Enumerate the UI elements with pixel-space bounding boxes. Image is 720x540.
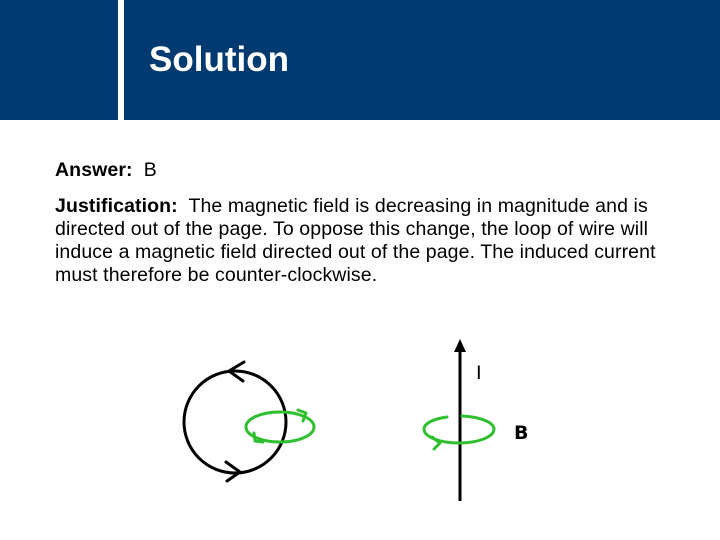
field-loop-arrow-icon (432, 437, 440, 449)
wire-loop-arrow-bottom-icon (226, 462, 240, 481)
wire-loop (184, 371, 286, 473)
justification-paragraph (55, 195, 665, 287)
induced-current-arrow-left-icon (254, 433, 263, 442)
answer-label: Answer: (55, 159, 133, 181)
answer-value: B (143, 159, 157, 181)
header-left-block (0, 0, 118, 120)
induced-current-loop (246, 412, 314, 442)
current-arrow-icon (454, 339, 466, 352)
answer-line (55, 159, 665, 182)
field-loop (424, 416, 494, 443)
justification-label: Justification: (55, 195, 178, 217)
induced-current-arrow-right-icon (298, 410, 306, 421)
justification-text: The magnetic field is decreasing in magnitude and is directed out of the page. To oppose this change, the loop of wire will induce a magnetic field directed out of the page. The induced current must therefore be counter-clockwise. (55, 195, 656, 286)
body-text (55, 159, 665, 287)
field-label: B (514, 422, 529, 444)
wire-loop-arrow-top-icon (229, 362, 244, 381)
slide-title: Solution (149, 40, 289, 79)
current-label: I (476, 362, 482, 384)
